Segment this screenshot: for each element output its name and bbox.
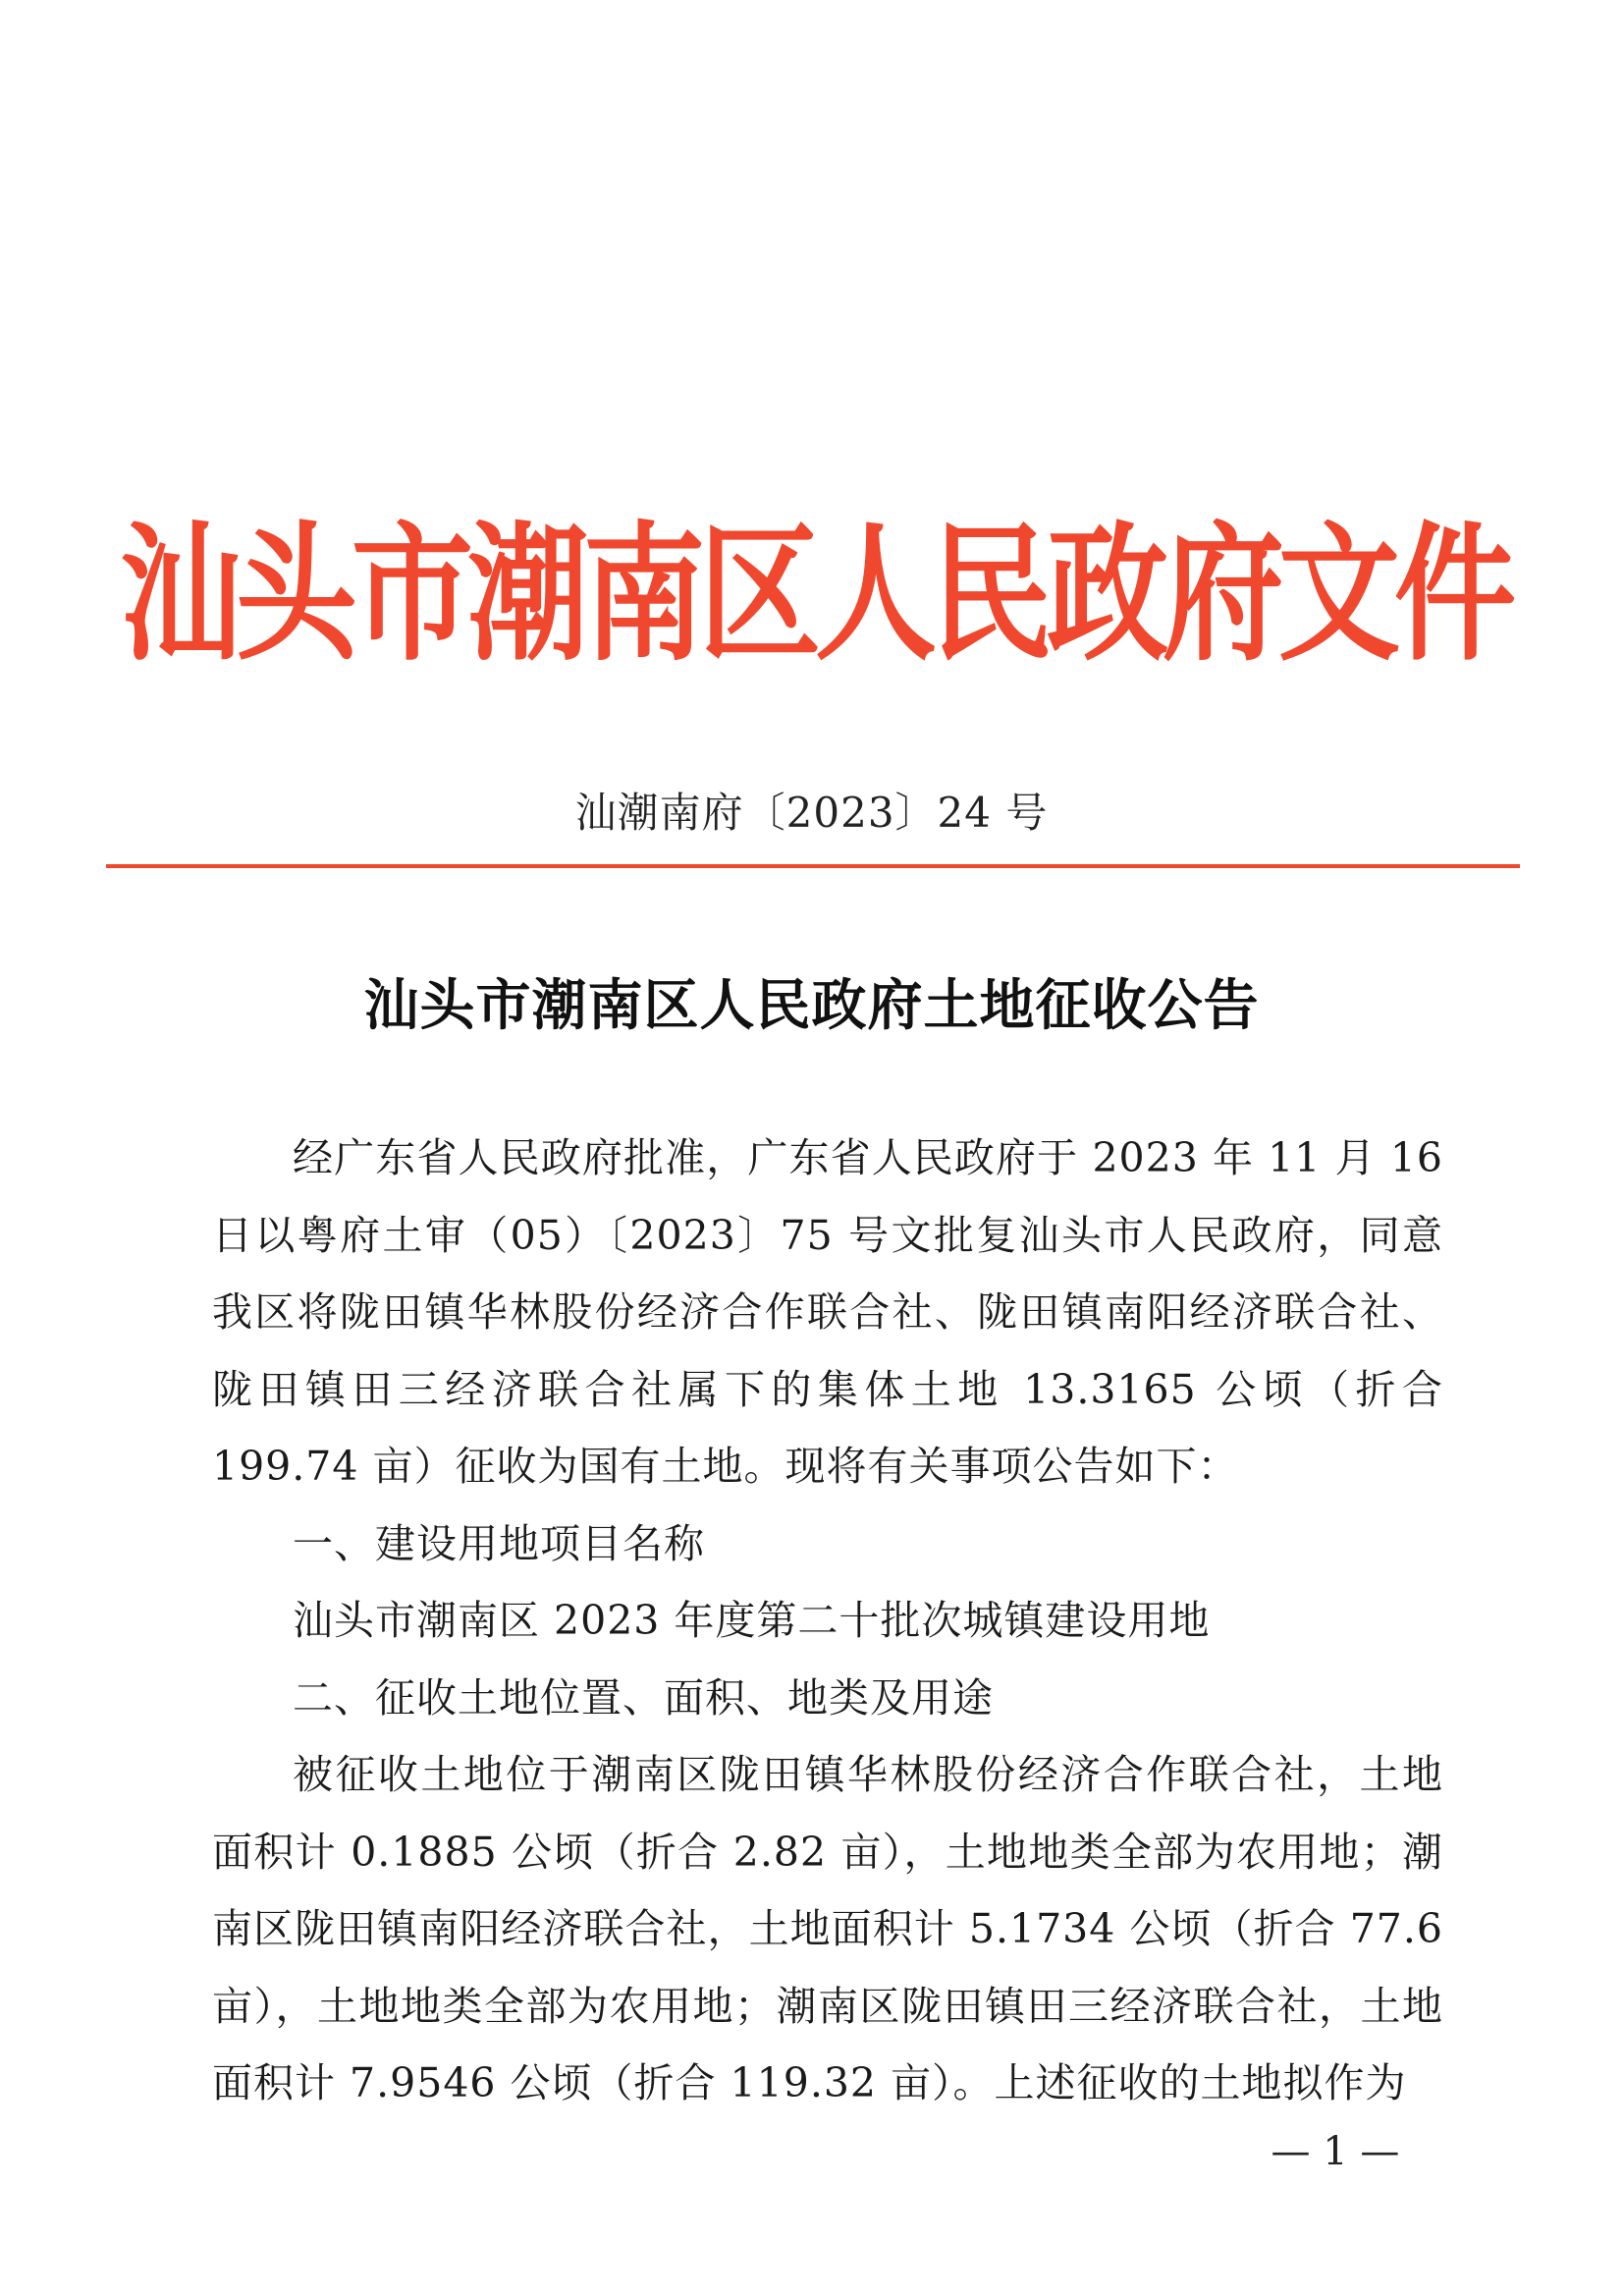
masthead: [120, 489, 1511, 683]
notice-body: [212, 1120, 1443, 2122]
section-heading-land-info: 二、征收土地位置、面积、地类及用途: [293, 1673, 994, 1722]
notice-title: 汕头市潮南区人民政府土地征收公告: [363, 973, 1260, 1038]
page-number: — 1 —: [1271, 2129, 1400, 2174]
body-paragraph-intro: 经广东省人民政府批准，广东省人民政府于 2023 年 11 月 16 日以粤府土审（05）〔2023〕75 号文批复汕头市人民政府，同意我区将陇田镇华林股份经济合作联合社、陇田镇南阳经济联合社、陇田镇田三经济联合社属下的集体土地 13.3165 公顷（折合 199.74 亩）征收为国有土地。现将有关事项公告如下：: [212, 1134, 1443, 1490]
red-divider-line: [106, 864, 1520, 868]
document-number: 汕潮南府〔2023〕24 号: [574, 789, 1049, 837]
masthead-title: 汕头市潮南区人民政府文件: [120, 508, 1511, 683]
body-paragraph-project-name: 汕头市潮南区 2023 年度第二十批次城镇建设用地: [293, 1597, 1211, 1644]
section-heading-project-name: 一、建设用地项目名称: [293, 1519, 705, 1567]
body-paragraph-land-info: 被征收土地位于潮南区陇田镇华林股份经济合作联合社，土地面积计 0.1885 公顷（折合 2.82 亩），土地地类全部为农用地；潮南区陇田镇南阳经济联合社，土地面积计 5.1734 公顷（折合 77.6 亩），土地地类全部为农用地；潮南区陇田镇田三经济联合社，土地面积计 7.9546 公顷（折合 119.32 亩）。上述征收的土地拟作为: [212, 1751, 1443, 2106]
